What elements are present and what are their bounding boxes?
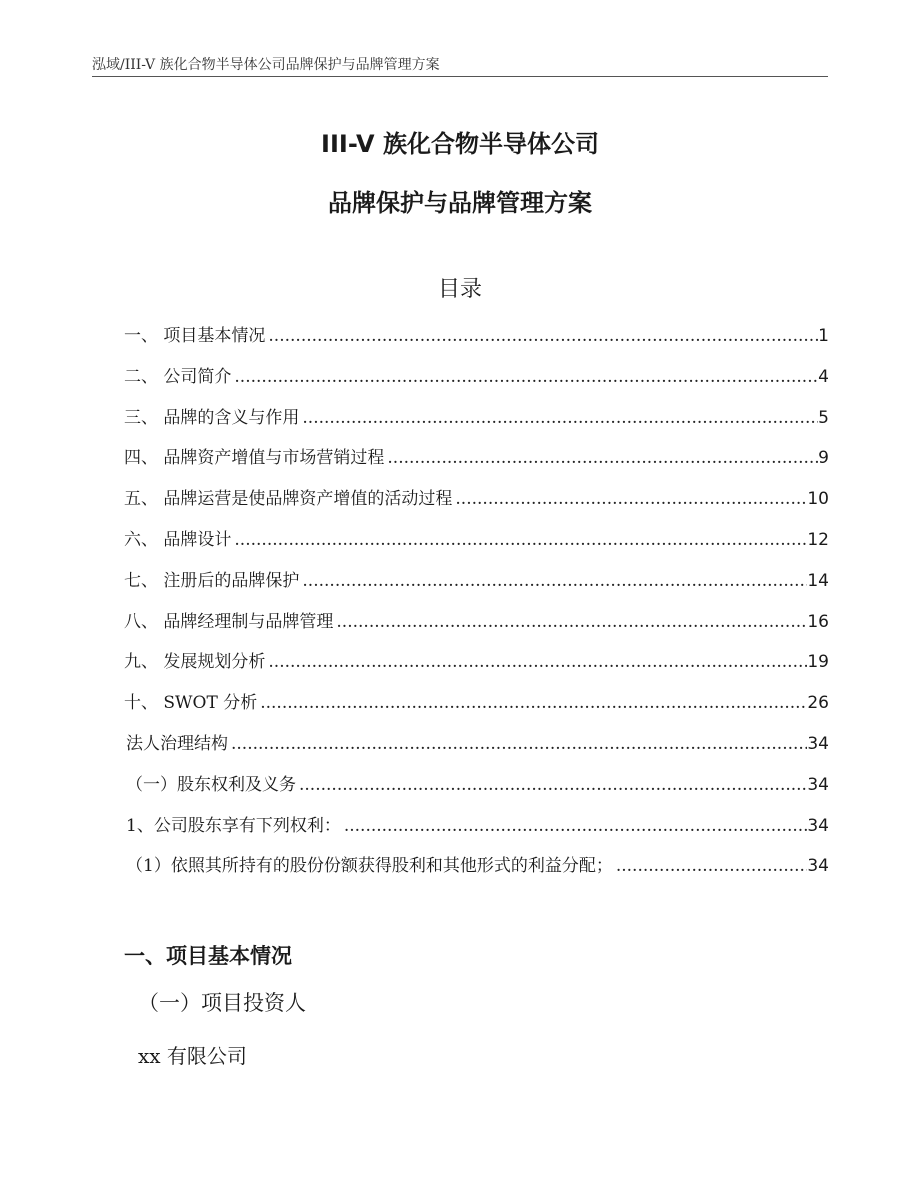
toc-entry-page: 9 [818, 448, 829, 469]
toc-entry-text: 七、 注册后的品牌保护 [124, 570, 300, 591]
toc-entry[interactable] [124, 566, 829, 607]
toc-leader-dots [336, 612, 807, 632]
toc-entry-page: 16 [807, 611, 829, 632]
toc-leader-dots [299, 775, 807, 795]
toc-leader-dots [234, 367, 818, 387]
toc-entry-page: 5 [818, 407, 829, 428]
toc-entry[interactable] [124, 688, 829, 729]
toc-entry-text: 八、 品牌经理制与品牌管理 [124, 611, 334, 632]
toc-entry[interactable] [124, 321, 829, 362]
toc-leader-dots [344, 816, 808, 836]
toc-entry-page: 19 [807, 652, 829, 673]
toc-entry-page: 10 [807, 489, 829, 510]
toc-entry[interactable] [124, 647, 829, 688]
toc-leader-dots [455, 489, 807, 509]
body-paragraph: xx 有限公司 [138, 1044, 247, 1068]
toc-entry[interactable] [124, 362, 829, 403]
toc-entry-text: 十、 SWOT 分析 [124, 693, 258, 714]
toc-leader-dots [616, 856, 808, 876]
toc-entry-text: 六、 品牌设计 [124, 529, 232, 550]
toc-entry-text: 1、公司股东享有下列权利： [126, 815, 341, 836]
toc-entry-page: 26 [807, 693, 829, 714]
toc-entry-text: 二、 公司简介 [124, 366, 232, 387]
toc-leader-dots [302, 408, 818, 428]
toc-entry[interactable] [124, 811, 829, 852]
table-of-contents [124, 321, 829, 892]
toc-leader-dots [234, 530, 807, 550]
toc-leader-dots [260, 693, 807, 713]
toc-entry-text: （1）依照其所持有的股份份额获得股利和其他形式的利益分配； [126, 856, 613, 877]
toc-entry-text: 三、 品牌的含义与作用 [124, 407, 300, 428]
toc-leader-dots [268, 652, 807, 672]
subsection-heading: （一）项目投资人 [138, 991, 306, 1015]
document-title-line-1: III-V 族化合物半导体公司 [321, 130, 599, 158]
toc-entry-page: 34 [807, 733, 829, 754]
toc-entry-text: （一）股东权利及义务 [126, 774, 296, 795]
running-header: 泓域/III-V 族化合物半导体公司品牌保护与品牌管理方案 [92, 57, 440, 73]
toc-entry-page: 12 [807, 529, 829, 550]
toc-entry[interactable] [124, 403, 829, 444]
toc-entry-text: 五、 品牌运营是使品牌资产增值的活动过程 [124, 489, 453, 510]
toc-entry[interactable] [124, 525, 829, 566]
toc-entry-page: 34 [807, 774, 829, 795]
toc-entry[interactable] [124, 607, 829, 648]
header-rule [92, 76, 828, 77]
toc-leader-dots [268, 326, 818, 346]
toc-leader-dots [302, 571, 807, 591]
toc-entry-page: 34 [807, 815, 829, 836]
toc-entry[interactable] [124, 770, 829, 811]
toc-entry-text: 法人治理结构 [126, 733, 228, 754]
document-title-line-2: 品牌保护与品牌管理方案 [328, 189, 592, 217]
toc-entry-page: 1 [818, 326, 829, 346]
toc-entry-text: 四、 品牌资产增值与市场营销过程 [124, 448, 385, 469]
toc-entry[interactable] [124, 443, 829, 484]
toc-entry[interactable] [124, 484, 829, 525]
section-heading: 一、项目基本情况 [124, 943, 292, 968]
toc-leader-dots [387, 448, 818, 468]
toc-entry-page: 4 [818, 366, 829, 387]
toc-entry-page: 14 [807, 570, 829, 591]
toc-entry-text: 一、 项目基本情况 [124, 326, 266, 346]
toc-entry-text: 九、 发展规划分析 [124, 652, 266, 673]
toc-entry[interactable] [124, 729, 829, 770]
toc-entry[interactable] [124, 851, 829, 892]
toc-entry-page: 34 [807, 856, 829, 877]
toc-leader-dots [231, 734, 807, 754]
toc-heading: 目录 [437, 277, 482, 302]
